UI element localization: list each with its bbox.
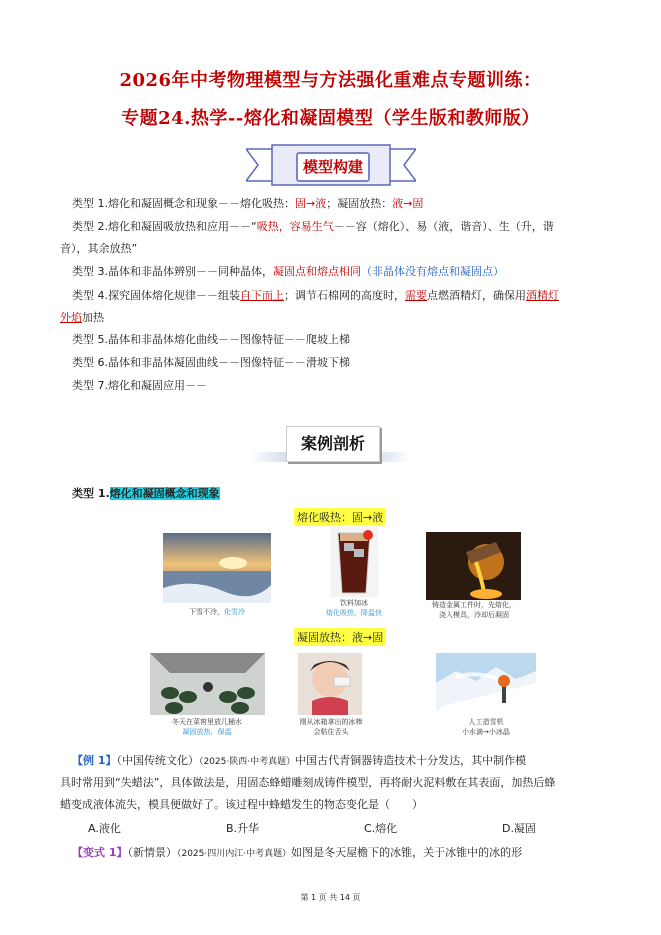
type-4-lamp: 酒精灯 xyxy=(526,289,559,302)
model-build-banner xyxy=(246,143,416,187)
cellar-water-photo xyxy=(150,653,265,715)
type-2-line xyxy=(72,218,554,234)
type-6-line: 类型 6.晶体和非晶体凝固曲线－－图像特征－－滑坡下梯 xyxy=(72,356,350,369)
caption-popsicle xyxy=(286,717,376,737)
type-4-flame: 外焰 xyxy=(60,311,82,324)
section-heading xyxy=(72,485,220,501)
melt-label: 熔化吸热：固→液 xyxy=(294,508,386,526)
caption-snow xyxy=(163,607,271,617)
type-3-line xyxy=(72,263,504,279)
type-4-order: 自下而上 xyxy=(240,289,284,302)
example-1-src2: （2025·陕西·中考真题） xyxy=(198,757,296,767)
freeze-label: 凝固放热：液→固 xyxy=(294,628,386,646)
example-1-line-2: 具时常用到“失蜡法”，具体做法是，用固态蜂蜡雕刻成铸件模型，再将耐火泥料敷在其表面，加热后蜂 xyxy=(60,776,556,789)
type-7-line: 类型 7.熔化和凝固应用－－ xyxy=(72,379,207,392)
type-3-text: 类型 3.晶体和非晶体辨别－－同种晶体， xyxy=(72,265,273,278)
type-1-freeze: 液→固 xyxy=(392,197,424,210)
variant-1-line xyxy=(72,842,522,865)
type-4-line xyxy=(72,287,559,303)
option-d: D.凝固 xyxy=(502,822,536,835)
option-a: A.液化 xyxy=(88,822,121,835)
variant-1-src1: （新情景） xyxy=(127,846,177,859)
example-1-src1: （中国传统文化） xyxy=(116,754,199,767)
type-4-text: 类型 4.探究固体熔化规律－－组装 xyxy=(72,289,240,302)
caption-snowmaker-b: 小水滴→小冰晶 xyxy=(462,728,510,736)
snow-melting-photo xyxy=(163,533,271,603)
document-title-line1: 2026年中考物理模型与方法强化重难点专题训练： xyxy=(119,70,542,91)
variant-1-src2: （2025·四川内江·中考真题） xyxy=(176,849,292,859)
iced-drink-photo xyxy=(330,525,378,597)
type-2-text: 类型 2.熔化和凝固吸放热和应用－－“ xyxy=(72,220,257,233)
caption-cellar-b: 凝固放热，保温 xyxy=(182,728,232,736)
caption-drink-b: 熔化吸热，降温快 xyxy=(326,609,382,617)
type-1-melt: 固→液 xyxy=(295,197,327,210)
banner-label: 模型构建 xyxy=(296,152,370,182)
caption-snow-b: 化雪冷 xyxy=(224,608,245,616)
snowmaker-photo xyxy=(436,653,536,711)
type-1-text: 类型 1.熔化和凝固概念和现象－－熔化吸热： xyxy=(72,197,295,210)
type-4-heat: 加热 xyxy=(82,311,104,324)
example-1-tag: 【例 1】 xyxy=(72,754,117,767)
caption-drink xyxy=(310,598,398,618)
caption-snowmaker-a: 人工造雪机 xyxy=(468,718,504,726)
type-5-line: 类型 5.晶体和非晶体熔化曲线－－图像特征－－爬坡上梯 xyxy=(72,333,350,346)
type-2-line-cont: 音），其余放热” xyxy=(60,242,138,255)
caption-snow-a: 下雪不冷， xyxy=(189,608,224,616)
caption-cellar-a: 冬天在菜窖里放几桶水 xyxy=(172,718,242,726)
type-1-mid: ；凝固放热： xyxy=(326,197,393,210)
option-b: B.升华 xyxy=(226,822,260,835)
caption-cellar xyxy=(146,717,268,737)
caption-casting xyxy=(420,600,528,620)
section-label: 熔化和凝固概念和现象 xyxy=(109,487,220,500)
caption-popsicle-a: 刚从冰箱拿出的冰棒 xyxy=(299,718,363,726)
caption-snowmaker xyxy=(430,717,542,737)
popsicle-tongue-photo xyxy=(298,653,362,715)
type-3-key: 凝固点和熔点相同 xyxy=(273,265,361,278)
example-1-text-1: 中国古代青铜器铸造技术十分发达，其中制作模 xyxy=(295,754,527,767)
example-1-line-1 xyxy=(72,750,526,773)
variant-1-text: 如图是冬天屋檐下的冰锥，关于冰锥中的冰的形 xyxy=(291,846,523,859)
document-title-line2: 专题24.热学--熔化和凝固模型（学生版和教师版） xyxy=(121,108,540,129)
type-1-line xyxy=(72,195,423,211)
type-4-mid2: 点燃酒精灯，确保用 xyxy=(427,289,526,302)
type-3-note: （非晶体没有熔点和凝固点） xyxy=(361,265,504,278)
type-2-rest: －－容（熔化）、易（液，谐音）、生（升，谐 xyxy=(333,220,554,233)
type-4-need: 需要 xyxy=(405,289,427,302)
option-c: C.熔化 xyxy=(364,822,398,835)
example-1-line-3: 蜡变成液体流失，模具便做好了。该过程中蜂蜡发生的物态变化是（ ） xyxy=(60,798,423,811)
section-prefix: 类型 1. xyxy=(72,487,110,500)
caption-drink-a: 饮料加冰 xyxy=(340,599,368,607)
caption-casting-b: 浇入模具，冷却后凝固 xyxy=(439,611,509,619)
type-4-mid: ；调节石棉网的高度时， xyxy=(284,289,405,302)
variant-1-tag: 【变式 1】 xyxy=(72,846,128,859)
type-4-line-cont xyxy=(60,309,104,325)
page-footer: 第 1 页 共 14 页 xyxy=(300,893,361,902)
type-2-mnemonic: 吸热，容易生气 xyxy=(256,220,334,233)
case-analysis-badge: 案例剖析 xyxy=(286,426,380,462)
caption-casting-a: 铸造金属工件时，先熔化， xyxy=(432,601,516,609)
caption-popsicle-b: 会粘住舌头 xyxy=(313,728,349,736)
metal-casting-photo xyxy=(426,532,521,600)
